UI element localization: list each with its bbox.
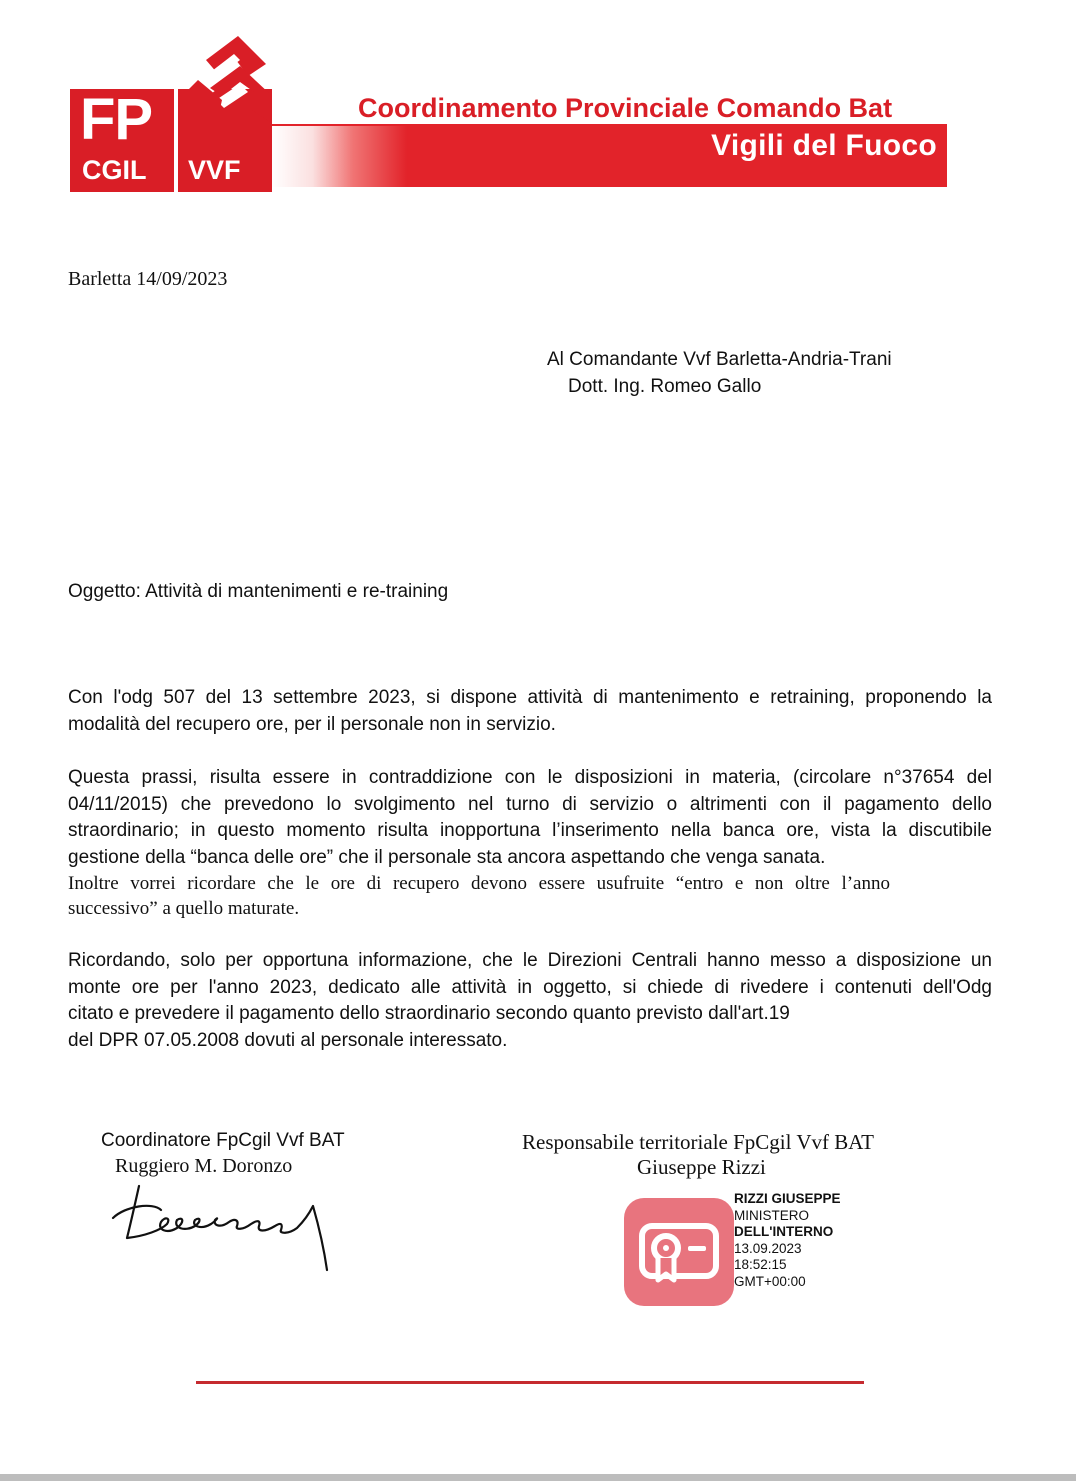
body-line: del DPR 07.05.2008 dovuti al personale interessato. xyxy=(68,1029,508,1051)
fp-cgil-vvf-logo xyxy=(70,30,275,194)
letter-subject: Oggetto: Attività di mantenimenti e re-training xyxy=(68,581,449,602)
body-line: Ricordando, solo per opportuna informazione, che le Direzioni Centrali hanno messo a disposizione un xyxy=(68,950,992,971)
logo-cgil-text: CGIL xyxy=(82,155,147,185)
fp-cgil-block xyxy=(70,89,174,192)
cert-org-1: MINISTERO xyxy=(734,1207,810,1223)
recipient-line-1: Al Comandante Vvf Barletta-Andria-Trani xyxy=(547,349,892,370)
header-banner-top-line xyxy=(272,124,947,126)
cert-date: 13.09.2023 xyxy=(734,1240,802,1256)
body-line: modalità del recupero ore, per il personale non in servizio. xyxy=(68,713,556,735)
body-line: Questa prassi, risulta essere in contraddizione con le disposizioni in materia, (circolare n°37654 del xyxy=(68,767,992,788)
body-paragraph-3 xyxy=(68,948,992,1054)
cert-signer: RIZZI GIUSEPPE xyxy=(734,1191,841,1206)
body-line: monte ore per l'anno 2023, dedicato alle attività in oggetto, si chiede di rivedere i contenuti dell'Odg xyxy=(68,976,992,998)
body-line: citato e prevedere il pagamento dello straordinario secondo quanto previsto dall'art.19 xyxy=(68,1003,790,1024)
body-paragraph-2 xyxy=(68,765,992,871)
body-line: successivo” a quello maturate. xyxy=(68,898,300,919)
digital-signature-badge xyxy=(624,1198,734,1306)
certificate-icon xyxy=(624,1198,734,1306)
cert-time: 18:52:15 xyxy=(734,1257,787,1272)
handwritten-signature xyxy=(105,1180,337,1280)
body-paragraph-2-addendum xyxy=(68,871,890,921)
body-line: 04/11/2015) che prevedono lo svolgimento nel turno di servizio o altrimenti con il pagamento dello xyxy=(68,793,992,815)
logo-fp-text: FP xyxy=(80,87,153,152)
left-signatory-role: Coordinatore FpCgil Vvf BAT xyxy=(101,1130,345,1151)
flame-icon xyxy=(178,30,278,142)
body-line: straordinario; in questo momento risulta inopportuna l’inserimento nella banca ore, vista la discutibile xyxy=(68,820,992,841)
right-signatory-name: Giuseppe Rizzi xyxy=(637,1155,766,1179)
body-paragraph-1 xyxy=(68,685,992,738)
cert-timezone: GMT+00:00 xyxy=(734,1273,806,1289)
digital-signature-details xyxy=(734,1191,841,1290)
recipient-line-2: Dott. Ing. Romeo Gallo xyxy=(568,376,762,397)
place-date: Barletta 14/09/2023 xyxy=(68,268,228,290)
body-line: gestione della “banca delle ore” che il personale sta ancora aspettando che venga sanata. xyxy=(68,846,826,868)
right-signatory-role: Responsabile territoriale FpCgil Vvf BAT xyxy=(522,1130,874,1154)
body-line: Inoltre vorrei ricordare che le ore di recupero devono essere usufruite “entro e non oltre l’anno xyxy=(68,873,890,894)
page-bottom-edge xyxy=(0,1474,1076,1481)
left-signatory-name: Ruggiero M. Doronzo xyxy=(115,1155,293,1177)
cert-org-2: DELL'INTERNO xyxy=(734,1224,834,1239)
logo-vvf-text: VVF xyxy=(188,155,241,185)
footer-divider xyxy=(196,1381,864,1384)
body-line: Con l'odg 507 del 13 settembre 2023, si dispone attività di mantenimento e retraining, proponendo la xyxy=(68,687,992,708)
header-title: Coordinamento Provinciale Comando Bat xyxy=(358,93,893,123)
header-subtitle: Vigili del Fuoco xyxy=(711,129,937,162)
